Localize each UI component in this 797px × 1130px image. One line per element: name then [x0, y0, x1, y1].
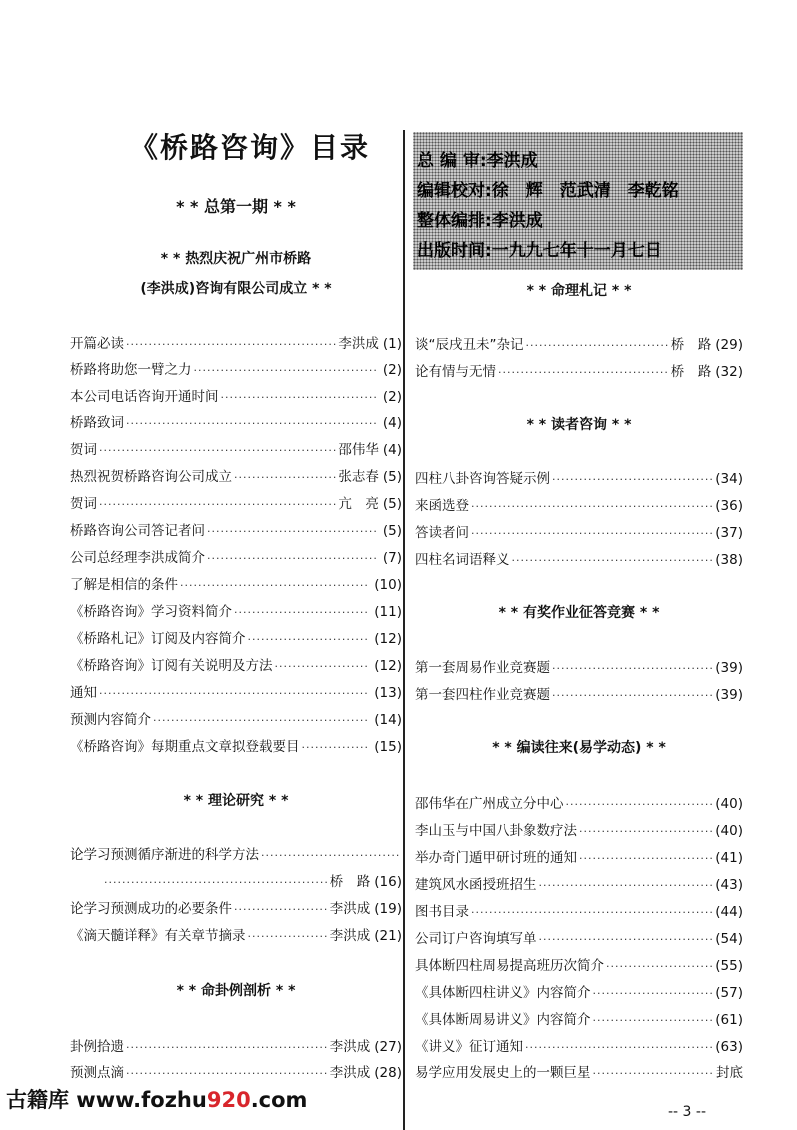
toc-entry[interactable]: 公司总经理李洪成简介 ····· (7) — [70, 546, 402, 566]
editor-in-chief: 总 编 审:李洪成 — [417, 151, 538, 171]
toc-entry[interactable]: 第一套周易作业竞赛题 ····· (39) — [415, 656, 743, 676]
celebration-line-1: * * 热烈庆祝广州市桥路 — [160, 251, 312, 267]
toc-entry[interactable]: 预测内容简介 ····· (14) — [70, 708, 402, 728]
toc-entry[interactable]: 开篇必读 ····· 李洪成 (1) — [70, 332, 402, 352]
toc-entry[interactable]: 桥路将助您一臂之力 ····· (2) — [70, 358, 402, 378]
toc-entry[interactable]: 论有情与无情 ····· 桥 路 (32) — [415, 360, 743, 380]
site-watermark[interactable]: 古籍库 www.fozhu920.com — [6, 1088, 308, 1112]
toc-entry[interactable]: 邵伟华在广州成立分中心 ····· (40) — [415, 792, 743, 812]
toc-entry[interactable]: 《桥路咨询》每期重点文章拟登载要目 ····· (15) — [70, 735, 402, 755]
toc-entry[interactable]: 第一套四柱作业竞赛题 ····· (39) — [415, 683, 743, 703]
toc-entry[interactable]: 易学应用发展史上的一颗巨星 ····· 封底 — [415, 1061, 743, 1081]
toc-entry[interactable]: 贺词 ····· 邵伟华 (4) — [70, 438, 402, 458]
toc-entry[interactable]: 贺词 ····· 亢 亮 (5) — [70, 492, 402, 512]
toc-entry[interactable]: 《桥路札记》订阅及内容简介 ····· (12) — [70, 627, 402, 647]
toc-entry[interactable]: 具体断四柱周易提高班历次简介 ····· (55) — [415, 954, 743, 974]
toc-entry[interactable]: 《桥路咨询》学习资料简介 ····· (11) — [70, 600, 402, 620]
toc-entry[interactable]: 李山玉与中国八卦象数疗法 ····· (40) — [415, 819, 743, 839]
column-divider — [403, 130, 405, 1130]
page-number: -- 3 -- — [668, 1104, 707, 1120]
toc-entry-continuation[interactable]: ····· 桥 路 (16) — [104, 870, 402, 890]
celebration-line-2: (李洪成)咨询有限公司成立 * * — [140, 281, 332, 297]
toc-entry[interactable]: 卦例拾遗 ····· 李洪成 (27) — [70, 1035, 402, 1055]
toc-entry[interactable]: 《桥路咨询》订阅有关说明及方法 ····· (12) — [70, 654, 402, 674]
toc-entry[interactable]: 桥路致词 ····· (4) — [70, 411, 402, 431]
toc-entry[interactable]: 通知 ····· (13) — [70, 681, 402, 701]
toc-entry[interactable]: 来函选登 ····· (36) — [415, 494, 743, 514]
toc-entry[interactable]: 四柱八卦咨询答疑示例 ····· (34) — [415, 467, 743, 487]
issue-heading: * * 总第一期 * * — [176, 197, 296, 216]
toc-entry[interactable]: 《具体断周易讲义》内容简介 ····· (61) — [415, 1008, 743, 1028]
toc-entry[interactable]: 预测点滴 ····· 李洪成 (28) — [70, 1061, 402, 1081]
publish-date: 出版时间:一九九七年十一月七日 — [417, 241, 662, 261]
toc-entry[interactable]: 桥路咨询公司答记者问 ····· (5) — [70, 519, 402, 539]
section-heading-theory: * * 理论研究 * * — [183, 793, 289, 809]
toc-entry[interactable]: 《讲义》征订通知 ····· (63) — [415, 1035, 743, 1055]
section-heading-notes: * * 命理札记 * * — [526, 283, 632, 299]
toc-entry[interactable]: 谈“辰戌丑未”杂记 ····· 桥 路 (29) — [415, 333, 743, 353]
toc-entry[interactable]: 《具体断四柱讲义》内容简介 ····· (57) — [415, 981, 743, 1001]
toc-entry[interactable]: 本公司电话咨询开通时间 ····· (2) — [70, 385, 402, 405]
section-heading-readers: * * 读者咨询 * * — [526, 417, 632, 433]
layout-editor: 整体编排:李洪成 — [417, 211, 543, 231]
section-heading-news: * * 编读往来(易学动态) * * — [492, 740, 666, 756]
proofreaders: 编辑校对:徐 辉 范武清 李乾铭 — [417, 181, 679, 201]
toc-entry[interactable]: 四柱名词语释义 ····· (38) — [415, 548, 743, 568]
editorial-info-box — [413, 132, 743, 270]
toc-title: 《桥路咨询》目录 — [129, 131, 370, 164]
toc-entry[interactable]: 答读者问 ····· (37) — [415, 521, 743, 541]
toc-entry[interactable]: 建筑风水函授班招生 ····· (43) — [415, 873, 743, 893]
section-heading-contest: * * 有奖作业征答竞赛 * * — [498, 605, 660, 621]
toc-entry[interactable]: 热烈祝贺桥路咨询公司成立 ····· 张志春 (5) — [70, 465, 402, 485]
toc-entry[interactable]: 公司订户咨询填写单 ····· (54) — [415, 927, 743, 947]
toc-entry[interactable]: 《滴天髓详释》有关章节摘录 ····· 李洪成 (21) — [70, 924, 402, 944]
toc-entry[interactable]: 论学习预测成功的必要条件 ····· 李洪成 (19) — [70, 897, 402, 917]
toc-entry[interactable]: 了解是相信的条件 ····· (10) — [70, 573, 402, 593]
toc-entry[interactable]: 图书目录 ····· (44) — [415, 900, 743, 920]
section-heading-hexagram: * * 命卦例剖析 * * — [176, 983, 296, 999]
toc-entry[interactable]: 举办奇门遁甲研讨班的通知 ····· (41) — [415, 846, 743, 866]
toc-entry[interactable]: 论学习预测循序渐进的科学方法 ····· — [70, 843, 402, 863]
